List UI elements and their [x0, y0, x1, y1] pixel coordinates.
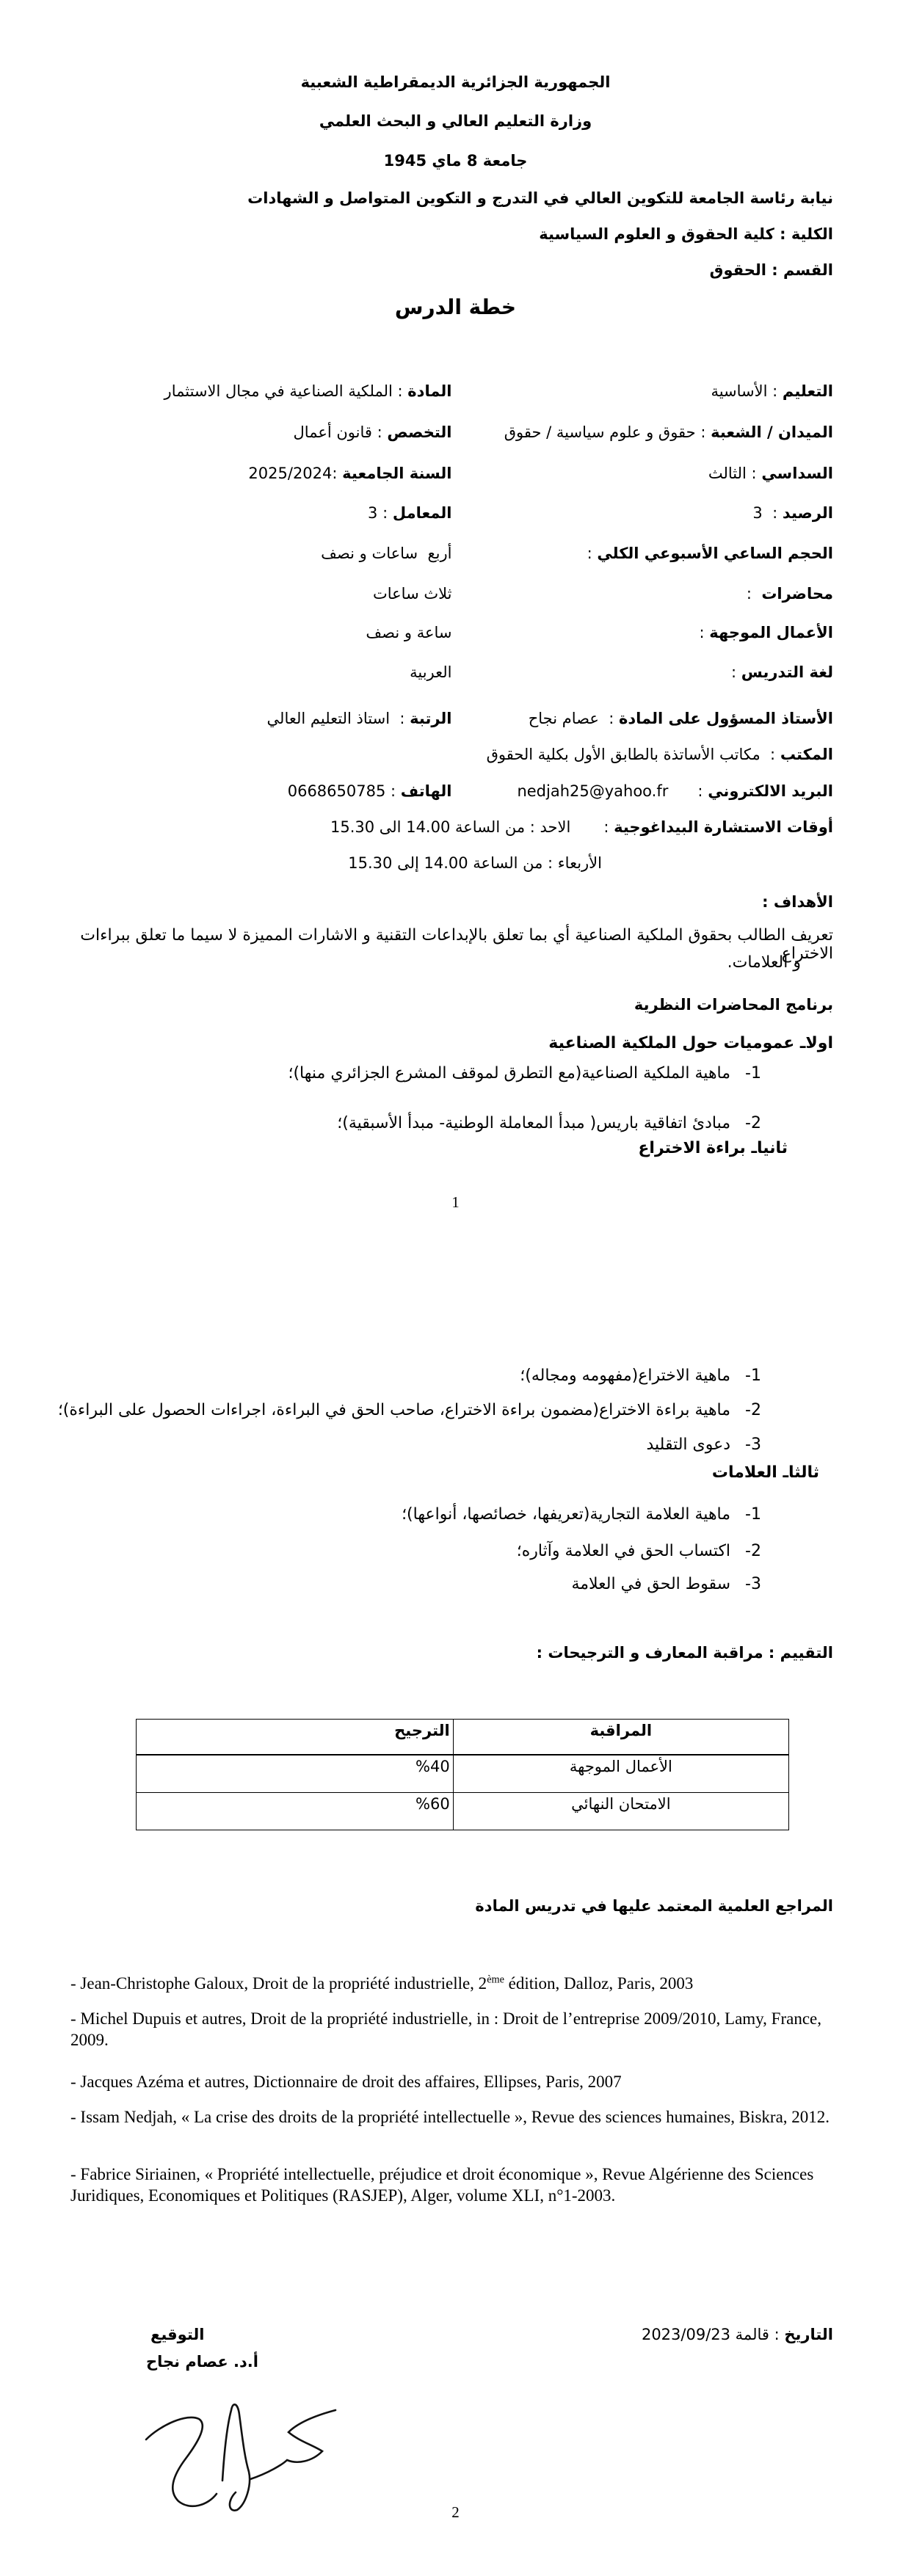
item-number: 1-	[745, 1064, 761, 1083]
goals-label: الأهداف :	[762, 893, 833, 911]
signature-label: التوقيع	[150, 2326, 205, 2343]
contact-row: البريد الالكتروني : nedjah25@yahoo.fr الهاتف : 0668650785	[287, 782, 833, 800]
item-number: 3-	[745, 1436, 761, 1454]
info-row-semester: السداسي : الثالث السنة الجامعية :2025/2024	[248, 465, 833, 482]
evaluation-table	[136, 1719, 789, 1830]
row-label: الامتحان النهائي	[453, 1793, 788, 1830]
reference-item: - Fabrice Siriainen, « Propriété intellectuelle, préjudice et droit économique », Revue Algérienne des Sciences Juridiques, Economiques et Politiques (RASJEP), Alger, volume XLI, n°1-2003.	[70, 2165, 814, 2205]
consultation-hours-line: أوقات الاستشارة البيداغوجية :الاحد : من الساعة 14.00 الى 15.30	[330, 818, 833, 836]
item-number: 2-	[745, 1401, 761, 1419]
page-number-2: 2	[451, 2503, 460, 2521]
page-title: خطة الدرس	[394, 295, 517, 319]
signatory-name: أ.د. عصام نجاح	[146, 2353, 258, 2371]
table-header-row	[137, 1720, 789, 1755]
superscript: ème	[487, 1973, 504, 1986]
section-1-heading: اولاـ عموميات حول الملكية الصناعية	[548, 1034, 833, 1052]
info-row-professor: الأستاذ المسؤول على المادة : عصام نجاح الرتبة : استاذ التعليم العالي	[266, 710, 833, 727]
wednesday-hours: الأربعاء : من الساعة 14.00 إلى 15.30	[348, 854, 602, 872]
list-item: 2- اكتساب الحق في العلامة وآثاره؛	[516, 1542, 761, 1560]
row-label: الأعمال الموجهة	[453, 1755, 788, 1793]
list-item: 1- ماهية الاختراع(مفهومه ومجاله)؛	[520, 1367, 761, 1385]
goals-text-line2: و العلامات.	[727, 953, 801, 972]
header-line-department: القسم : الحقوق	[709, 261, 833, 279]
reference-item: - Issam Nedjah, « La crise des droits de la propriété intellectuelle », Revue des sciences humaines, Biskra, 2012.	[70, 2108, 830, 2126]
header-line-vice-rectorate: نيابة رئاسة الجامعة للتكوين العالي في التدرج و التكوين المتواصل و الشهادات	[247, 189, 833, 207]
page-number-1: 1	[451, 1193, 460, 1211]
item-number: 1-	[745, 1505, 761, 1524]
table-row	[137, 1793, 789, 1830]
reference-item: - Jacques Azéma et autres, Dictionnaire de droit des affaires, Ellipses, Paris, 2007	[70, 2073, 622, 2091]
item-number: 1-	[745, 1367, 761, 1385]
item-number: 2-	[745, 1114, 761, 1132]
info-row-field: الميدان / الشعبة : حقوق و علوم سياسية / حقوق التخصص : قانون أعمال	[293, 423, 833, 441]
row-weight: %60	[137, 1793, 454, 1830]
header-line-faculty: الكلية : كلية الحقوق و العلوم السياسية	[539, 225, 833, 243]
list-item: 2- مبادئ اتفاقية باريس( مبدأ المعاملة الوطنية- مبدأ الأسبقية)؛	[337, 1114, 761, 1132]
header-line-university: جامعة 8 ماي 1945	[383, 152, 528, 170]
table-row	[137, 1755, 789, 1793]
header-line-ministry: وزارة التعليم العالي و البحث العلمي	[319, 112, 592, 130]
office-line: المكتب : مكاتب الأساتذة بالطابق الأول بكلية الحقوق	[486, 746, 833, 763]
phone-value: : 0668650785	[287, 782, 401, 800]
section-2-heading: ثانياـ براءة الاختراع	[638, 1139, 788, 1157]
info-row-lectures: محاضرات : ثلاث ساعات	[372, 585, 833, 603]
list-item: 3- دعوى التقليد	[646, 1436, 761, 1454]
sunday-hours: الاحد : من الساعة 14.00 الى 15.30	[330, 818, 571, 836]
reference-item: - Jean-Christophe Galoux, Droit de la propriété industrielle, 2ème édition, Dalloz, Paris, 2003	[70, 1973, 694, 1993]
info-row-weekly-hours: الحجم الساعي الأسبوعي الكلي : أربع ساعات و نصف	[321, 545, 833, 562]
header-line-republic: الجمهورية الجزائرية الديمقراطية الشعبية	[300, 73, 611, 91]
column-header-weight: الترجيح	[137, 1720, 454, 1755]
reference-item: - Michel Dupuis et autres, Droit de la propriété industrielle, in : Droit de l’entreprise 2009/2010, Lamy, France, 2009.	[70, 2009, 822, 2050]
info-row-education: التعليم : الأساسية المادة : الملكية الصناعية في مجال الاستثمار	[164, 382, 833, 400]
email-value: : nedjah25@yahoo.fr	[517, 782, 708, 800]
item-number: 3-	[745, 1575, 761, 1593]
row-weight: %40	[137, 1755, 454, 1793]
column-header-monitoring: المراقبة	[453, 1720, 788, 1755]
goals-text-line1: تعريف الطالب بحقوق الملكية الصناعية أي بما تعلق بالإبداعات التقنية و الاشارات المميزة لا سيما ما تعلق ببراءات الاختراع	[80, 926, 833, 963]
list-item: 2- ماهية براءة الاختراع(مضمون براءة الاختراع، صاحب الحق في البراءة، اجراءات الحصول على البراءة)؛	[57, 1401, 761, 1419]
evaluation-title: التقييم : مراقبة المعارف و الترجيحات :	[536, 1644, 833, 1662]
list-item: 1- ماهية العلامة التجارية(تعريفها، خصائصها، أنواعها)؛	[402, 1505, 761, 1524]
program-title: برنامج المحاضرات النظرية	[634, 996, 833, 1014]
list-item: 3- سقوط الحق في العلامة	[571, 1575, 761, 1593]
info-row-credits: الرصيد : 3 المعامل : 3	[368, 504, 833, 522]
section-3-heading: ثالثاـ العلامات	[711, 1463, 819, 1482]
references-title: المراجع العلمية المعتمد عليها في تدريس المادة	[475, 1897, 833, 1915]
info-row-language: لغة التدريس : العربية	[410, 663, 833, 681]
list-item: 1- ماهية الملكية الصناعية(مع التطرق لموقف المشرع الجزائري منها)؛	[288, 1064, 761, 1083]
info-row-tutorials: الأعمال الموجهة : ساعة و نصف	[366, 624, 833, 641]
date-line: التاريخ : قالمة 2023/09/23	[641, 2326, 833, 2343]
item-number: 2-	[745, 1542, 761, 1560]
